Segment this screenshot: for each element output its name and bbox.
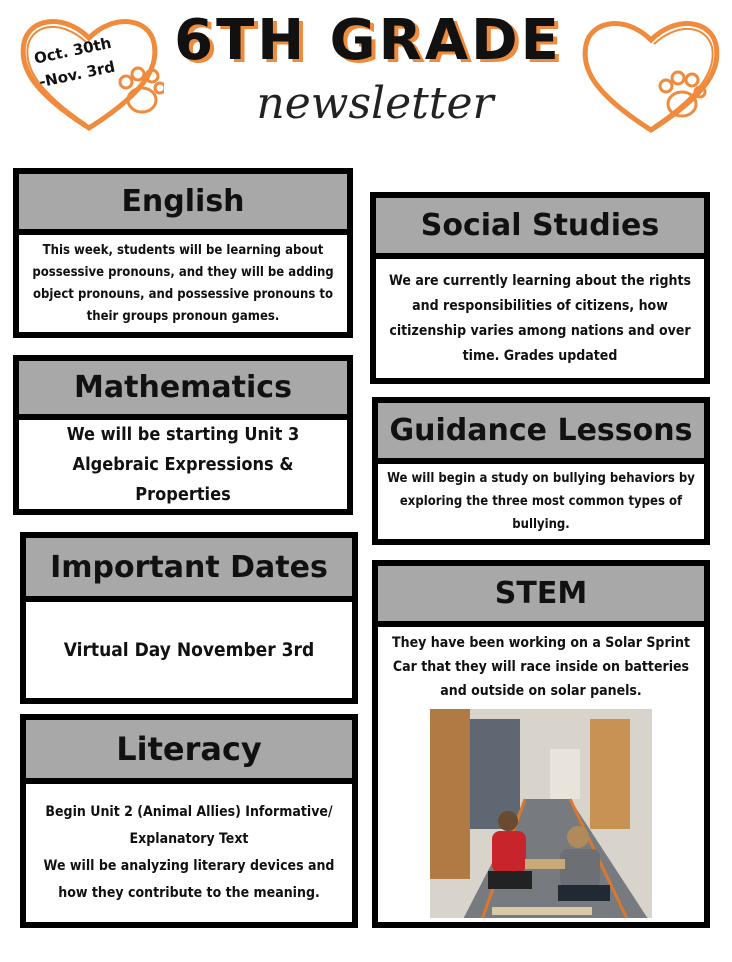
guidance-text: We will begin a study on bullying behaviors by exploring the three most common types of bullying. bbox=[378, 464, 704, 539]
stem-photo bbox=[430, 709, 652, 918]
guidance-section bbox=[372, 397, 710, 545]
important-dates-heading: Important Dates bbox=[26, 538, 352, 596]
social-studies-heading: Social Studies bbox=[376, 198, 704, 253]
math-heading: Mathematics bbox=[19, 361, 347, 414]
literacy-body bbox=[26, 784, 352, 922]
stem-body bbox=[378, 627, 704, 922]
literacy-section bbox=[20, 714, 358, 928]
stem-text: They have been working on a Solar Sprint Car that they will race inside on batteries and outside on solar panels. bbox=[392, 635, 690, 699]
page-subtitle: newsletter bbox=[256, 78, 494, 129]
guidance-heading: Guidance Lessons bbox=[378, 403, 704, 458]
literacy-text-unit: Begin Unit 2 (Animal Allies) Informative/ Explanatory Text bbox=[45, 804, 333, 847]
important-dates-text: Virtual Day November 3rd bbox=[26, 602, 352, 698]
math-section bbox=[13, 355, 353, 515]
english-section bbox=[13, 168, 353, 338]
literacy-heading: Literacy bbox=[26, 720, 352, 778]
date-range-start: Oct. 30th bbox=[32, 33, 113, 68]
stem-section bbox=[372, 560, 710, 928]
important-dates-section bbox=[20, 532, 358, 704]
date-range-end: -Nov. 3rd bbox=[37, 57, 117, 92]
english-heading: English bbox=[19, 174, 347, 229]
math-text: We will be starting Unit 3 Algebraic Expressions & Properties bbox=[19, 420, 347, 509]
social-studies-section bbox=[370, 192, 710, 384]
literacy-text-devices: We will be analyzing literary devices and how they contribute to the meaning. bbox=[43, 858, 335, 901]
stem-heading: STEM bbox=[378, 566, 704, 621]
english-text: This week, students will be learning about possessive pronouns, and they will be adding object pronouns, and possessive pronouns to their groups pronoun games. bbox=[19, 235, 347, 332]
social-studies-text: We are currently learning about the rights and responsibilities of citizens, how citizenship varies among nations and over time. Grades updated bbox=[376, 259, 704, 378]
page-title: 6TH GRADE bbox=[174, 8, 562, 73]
heart-paw-right-icon bbox=[576, 10, 726, 140]
students-solar-car-icon bbox=[430, 709, 652, 918]
